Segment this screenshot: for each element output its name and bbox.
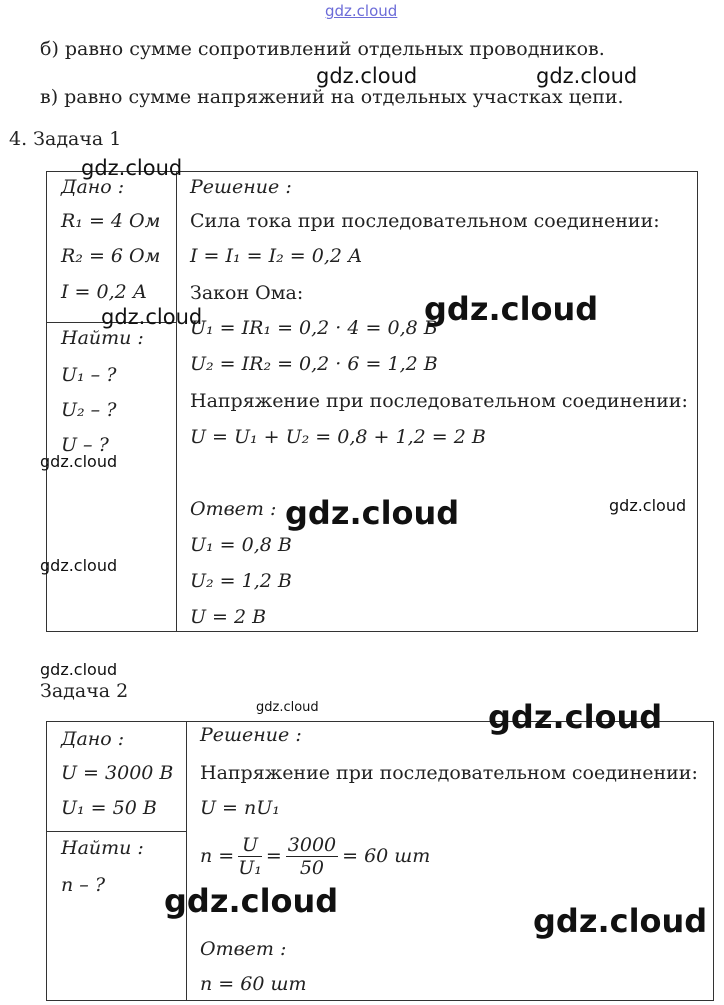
watermark: gdz.cloud <box>256 700 319 715</box>
watermark-top[interactable]: gdz.cloud <box>325 2 398 20</box>
task1-given-i: I = 0,2 А <box>61 281 148 303</box>
task1-find-u2: U₂ – ? <box>61 399 117 421</box>
formula-rhs: = 60 шт <box>342 845 431 867</box>
task1-solution-label: Решение : <box>190 176 292 198</box>
fraction-denominator: 50 <box>299 857 325 879</box>
watermark: gdz.cloud <box>285 494 460 532</box>
watermark: gdz.cloud <box>40 452 118 471</box>
watermark: gdz.cloud <box>316 64 418 88</box>
task1-answer-line: U₁ = 0,8 В <box>190 534 292 556</box>
task2-answer-line: n = 60 шт <box>200 973 307 995</box>
task2-given-u: U = 3000 В <box>61 762 174 784</box>
task1-divider <box>176 171 177 631</box>
watermark: gdz.cloud <box>40 556 118 575</box>
task1-given-label: Дано : <box>61 176 125 198</box>
task2-divider <box>186 721 187 1000</box>
intro-line-b: б) равно сумме сопротивлений отдельных проводников. <box>40 38 605 60</box>
task1-find-u: U – ? <box>61 434 109 456</box>
task1-given-r1: R₁ = 4 Ом <box>61 210 161 232</box>
task1-solution-line: Напряжение при последовательном соединении: <box>190 390 688 412</box>
task1-given-r2: R₂ = 6 Ом <box>61 245 161 267</box>
task1-solution-line: I = I₁ = I₂ = 0,2 А <box>190 245 363 267</box>
formula-fraction-1 <box>238 834 262 879</box>
task1-find-label: Найти : <box>61 327 144 349</box>
formula-fraction-2 <box>286 834 338 879</box>
watermark: gdz.cloud <box>488 698 663 736</box>
task1-solution-line: U = U₁ + U₂ = 0,8 + 1,2 = 2 В <box>190 426 486 448</box>
watermark: gdz.cloud <box>533 902 708 940</box>
task1-solution-line: Закон Ома: <box>190 282 304 304</box>
watermark: gdz.cloud <box>609 496 687 515</box>
fraction-numerator: 3000 <box>287 834 337 856</box>
task1-answer-label: Ответ : <box>190 498 277 520</box>
task2-heading: Задача 2 <box>40 680 129 702</box>
watermark: gdz.cloud <box>424 290 599 328</box>
task1-find-u1: U₁ – ? <box>61 364 117 386</box>
intro-line-v: в) равно сумме напряжений на отдельных участках цепи. <box>40 86 624 108</box>
task1-answer-line: U = 2 В <box>190 606 267 628</box>
watermark: gdz.cloud <box>164 882 339 920</box>
task1-solution-line: U₁ = IR₁ = 0,2 · 4 = 0,8 В <box>190 317 438 339</box>
watermark: gdz.cloud <box>40 660 118 679</box>
task1-heading: 4. Задача 1 <box>9 128 122 150</box>
task2-solution-line: U = nU₁ <box>200 797 280 819</box>
fraction-numerator: U <box>238 834 262 857</box>
task2-solution-line: Напряжение при последовательном соединении: <box>200 762 698 784</box>
fraction-denominator: U₁ <box>238 857 262 879</box>
task2-given-divider <box>46 831 186 832</box>
task2-solution-label: Решение : <box>200 724 302 746</box>
formula-lhs: n = <box>200 845 235 867</box>
task1-answer-line: U₂ = 1,2 В <box>190 570 292 592</box>
watermark: gdz.cloud <box>536 64 638 88</box>
watermark: gdz.cloud <box>101 305 203 329</box>
task1-solution-line: Сила тока при последовательном соединении: <box>190 210 660 232</box>
task1-solution-line: U₂ = IR₂ = 0,2 · 6 = 1,2 В <box>190 353 438 375</box>
formula-eq: = <box>265 845 282 867</box>
watermark: gdz.cloud <box>81 156 183 180</box>
task2-answer-label: Ответ : <box>200 938 287 960</box>
task2-given-u1: U₁ = 50 В <box>61 797 157 819</box>
task2-find-n: n – ? <box>61 874 106 896</box>
task2-given-label: Дано : <box>61 728 125 750</box>
task2-formula <box>200 834 430 879</box>
task2-find-label: Найти : <box>61 837 144 859</box>
